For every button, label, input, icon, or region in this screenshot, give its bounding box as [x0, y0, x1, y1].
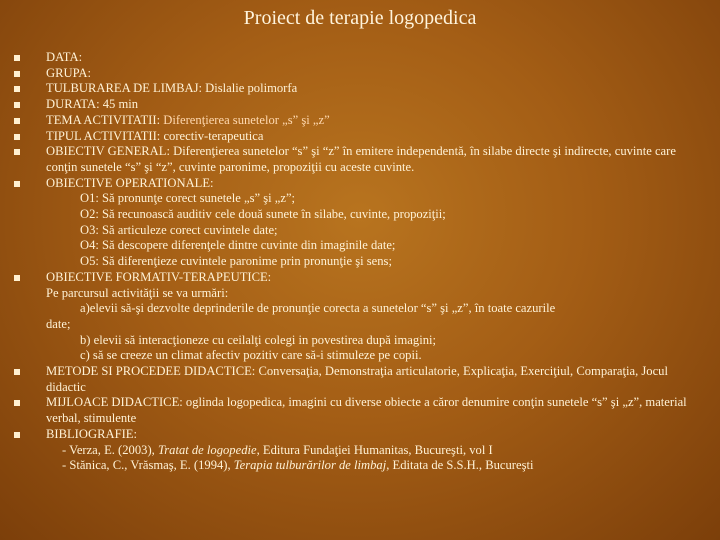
formativ-b: b) elevii să interacţioneze cu ceilalţi colegi in povestirea după imagini;: [80, 332, 436, 347]
square-bullet-icon: [14, 118, 20, 124]
item-heading: OBIECTIVE FORMATIV-TERAPEUTICE:: [46, 269, 272, 284]
project-content: [14, 50, 704, 474]
item-text: MIJLOACE DIDACTICE: oglinda logopedica, imagini cu diverse obiecte a căror denumire conţin sunetele “s” şi „z”, material verbal, stimulente: [46, 395, 687, 426]
list-item-obiective-formativ: [14, 270, 704, 286]
list-item-durata: [14, 97, 704, 113]
item-text: DURATA: 45 min: [46, 97, 139, 112]
formativ-c: c) să se creeze un climat afectiv pozitiv care să-i stimuleze pe copii.: [80, 348, 422, 363]
item-text: TULBURAREA DE LIMBAJ: Dislalie polimorfa: [46, 81, 298, 96]
square-bullet-icon: [14, 71, 20, 77]
square-bullet-icon: [14, 55, 20, 61]
objective-o1: O1: Să pronunţe corect sunetele „s” şi „z”;: [80, 191, 296, 206]
objective-o3: O3: Să articuleze corect cuvintele date;: [80, 222, 278, 237]
objective-o4: O4: Să descopere diferenţele dintre cuvinte din imaginile date;: [80, 238, 396, 253]
square-bullet-icon: [14, 369, 20, 375]
item-heading: BIBLIOGRAFIE:: [46, 426, 137, 441]
square-bullet-icon: [14, 102, 20, 108]
formativ-a: a)elevii să-şi dezvolte deprinderile de pronunţie corecta a sunetelor “s” şi „z”, în toate cazurile: [80, 301, 556, 316]
list-item-metode: [14, 364, 704, 395]
page-title: Proiect de terapie logopedica: [243, 7, 477, 29]
list-item-tema: [14, 113, 704, 129]
tema-value: Diferenţierea sunetelor „s” şi „z”: [163, 112, 330, 127]
item-heading: OBIECTIVE OPERATIONALE:: [46, 175, 214, 190]
list-item-mijloace: [14, 395, 704, 426]
square-bullet-icon: [14, 275, 20, 281]
bibliography-entry-2: - Stănica, C., Vrăsmaş, E. (1994), Terapia tulburărilor de limbaj, Editata de S.S.H., Bucureşti: [62, 458, 534, 473]
list-item-data: [14, 50, 704, 66]
list-item-grupa: [14, 66, 704, 82]
pe-parcursul-text: Pe parcursul activităţii se va urmări:: [46, 285, 229, 300]
objective-o5: O5: Să diferenţieze cuvintele paronime prin pronunţie şi sens;: [80, 254, 392, 269]
square-bullet-icon: [14, 149, 20, 155]
list-item-obiective-operationale: [14, 176, 704, 270]
tema-label: TEMA ACTIVITATII:: [46, 112, 161, 127]
list-item-tipul: [14, 129, 704, 145]
formativ-body: [14, 286, 704, 365]
item-text: OBIECTIV GENERAL: Diferenţierea sunetelor “s” şi “z” în emitere independentă, în silabe directe şi indirecte, cuvinte care conţin sunetele “s” şi “z”, cuvinte paronime, propoziţii cu aceste cuvinte.: [46, 144, 676, 174]
item-text: TIPUL ACTIVITATII: corectiv-terapeutica: [46, 128, 264, 143]
list-item-obiectiv-general: [14, 144, 704, 175]
objective-o2: O2: Să recunoască auditiv cele două sunete în silabe, cuvinte, propoziţii;: [80, 207, 446, 222]
square-bullet-icon: [14, 181, 20, 187]
item-text: GRUPA:: [46, 65, 92, 80]
item-text: DATA:: [46, 50, 83, 64]
square-bullet-icon: [14, 400, 20, 406]
square-bullet-icon: [14, 432, 20, 438]
list-item-bibliografie: [14, 427, 704, 474]
square-bullet-icon: [14, 86, 20, 92]
square-bullet-icon: [14, 134, 20, 140]
list-item-tulburarea: [14, 81, 704, 97]
item-text: METODE SI PROCEDEE DIDACTICE: Conversaţia, Demonstraţia articulatorie, Explicaţia, Exerciţiul, Comparaţia, Jocul didactic: [46, 364, 668, 394]
bibliography-entry-1: - Verza, E. (2003), Tratat de logopedie, Editura Fundaţiei Humanitas, Bucureşti, vol I: [62, 442, 493, 457]
formativ-a-cont: date;: [46, 316, 71, 331]
